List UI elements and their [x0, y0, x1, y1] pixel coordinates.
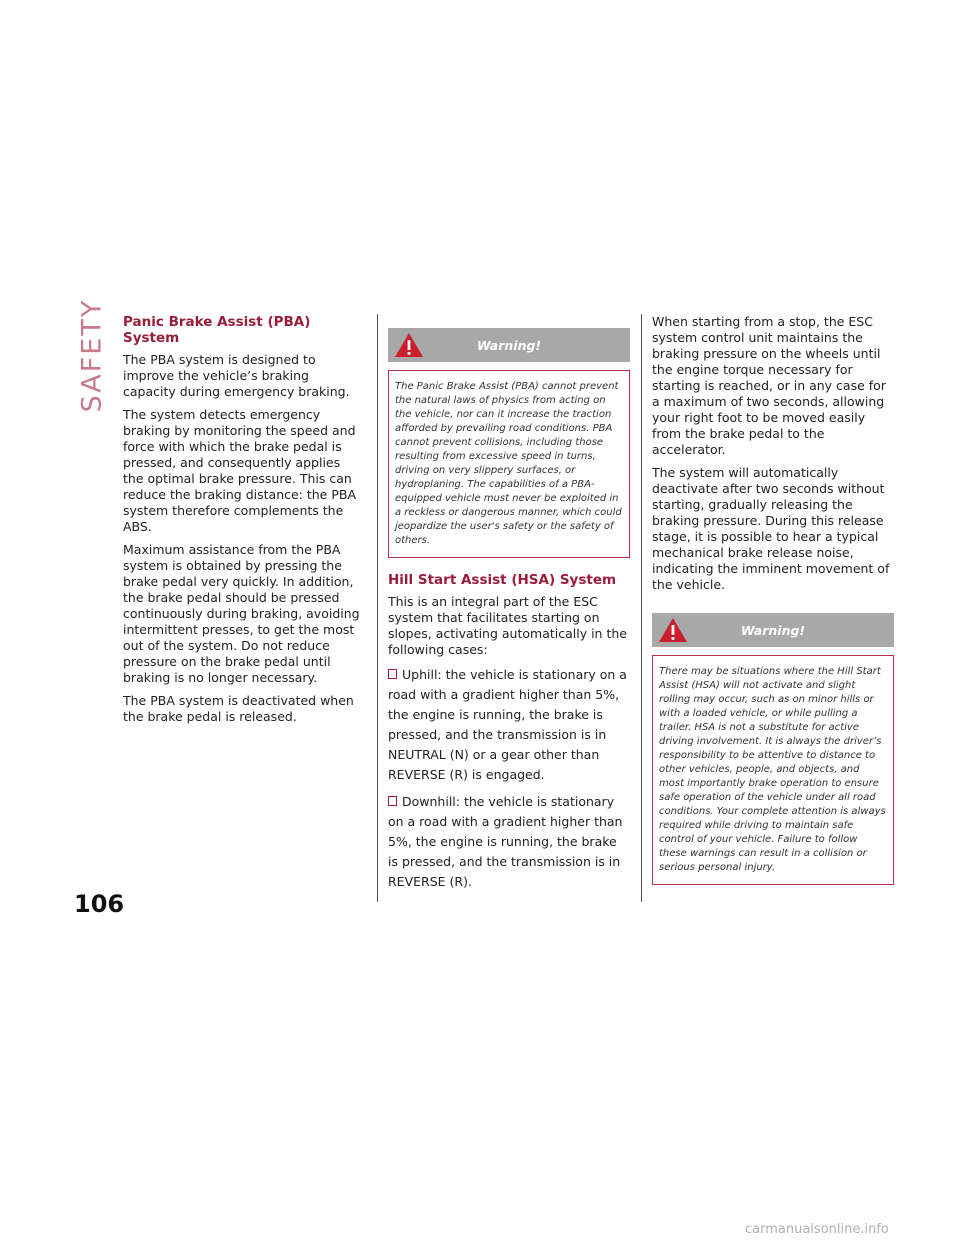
list-item-text: Uphill: the vehicle is stationary on a road with a gradient higher than 5%, the engine is running, the brake is pressed, and the transmission is in NEUTRAL (N) or a gear other than REVERSE (R) is engaged.: [388, 667, 627, 782]
column-middle: [388, 314, 630, 899]
hsa-warning-box: [652, 613, 894, 885]
column-left: [123, 314, 363, 732]
page-number: 106: [74, 890, 125, 918]
checkbox-bullet-icon: [388, 796, 397, 806]
hsa-paragraph: The system will automatically deactivate after two seconds without starting, gradually releasing the braking pressure. During this release stage, it is possible to hear a typical mechanical brake release noise, indicating the imminent movement of the vehicle.: [652, 465, 890, 592]
checkbox-bullet-icon: [388, 669, 397, 679]
column-divider-2: [641, 314, 642, 902]
pba-paragraph: The PBA system is deactivated when the brake pedal is released.: [123, 693, 354, 724]
watermark: carmanualsonline.info: [745, 1222, 889, 1237]
hsa-paragraph: When starting from a stop, the ESC system control unit maintains the braking pressure on the wheels until the engine torque necessary for starting is reached, or in any case for a maximum of two seconds, allowing your right foot to be moved easily from the brake pedal to the accelerator.: [652, 314, 886, 457]
column-right: [652, 314, 894, 885]
warning-body: [652, 655, 894, 885]
list-item: [388, 792, 630, 892]
pba-paragraph: The system detects emergency braking by monitoring the speed and force with which the brake pedal is pressed, and consequently applies the optimal brake pressure. This can reduce the braking distance: the PBA system therefore complements the ABS.: [123, 407, 357, 534]
hsa-heading: Hill Start Assist (HSA) System: [388, 572, 617, 588]
warning-title: Warning!: [740, 622, 806, 638]
pba-warning-box: [388, 328, 630, 558]
warning-triangle-icon: [394, 332, 424, 358]
warning-header: [388, 328, 630, 362]
column-divider-1: [377, 314, 378, 902]
warning-title: Warning!: [476, 337, 542, 353]
hsa-intro: This is an integral part of the ESC system that facilitates starting on slopes, activating automatically in the following cases:: [388, 594, 627, 657]
pba-paragraph: The PBA system is designed to improve the vehicle’s braking capacity during emergency braking.: [123, 352, 350, 399]
warning-body: [388, 370, 630, 558]
warning-triangle-icon: [658, 617, 688, 643]
warning-text: There may be situations where the Hill Start Assist (HSA) will not activate and slight rolling may occur, such as on minor hills or with a loaded vehicle, or while pulling a trailer. HSA is not a substitute for active driving involvement. It is always the driver’s responsibility to be attentive to distance to other vehicles, people, and objects, and most importantly brake operation to ensure safe operation of the vehicle under all road conditions. Your complete attention is always required while driving to maintain safe control of your vehicle. Failure to follow these warnings can result in a collision or serious personal injury.: [659, 666, 886, 873]
pba-heading: Panic Brake Assist (PBA) System: [123, 314, 311, 346]
pba-paragraph: Maximum assistance from the PBA system is obtained by pressing the brake pedal very quickly. In addition, the brake pedal should be pressed continuously during braking, avoiding intermittent presses, to get the most out of the system. Do not reduce pressure on the brake pedal until braking is no longer necessary.: [123, 542, 360, 685]
section-side-tab: [72, 298, 112, 412]
section-side-tab-label: SAFETY: [76, 298, 108, 412]
warning-text: The Panic Brake Assist (PBA) cannot prevent the natural laws of physics from acting on the vehicle, nor can it increase the traction afforded by prevailing road conditions. PBA cannot prevent collisions, including those resulting from excessive speed in turns, driving on very slippery surfaces, or hydroplaning. The capabilities of a PBA-equipped vehicle must never be exploited in a reckless or dangerous manner, which could jeopardize the user's safety or the safety of others.: [395, 381, 622, 546]
list-item: [388, 665, 630, 785]
list-item-text: Downhill: the vehicle is stationary on a road with a gradient higher than 5%, the engine is running, the brake is pressed, and the transmission is in REVERSE (R).: [388, 794, 623, 889]
warning-header: [652, 613, 894, 647]
